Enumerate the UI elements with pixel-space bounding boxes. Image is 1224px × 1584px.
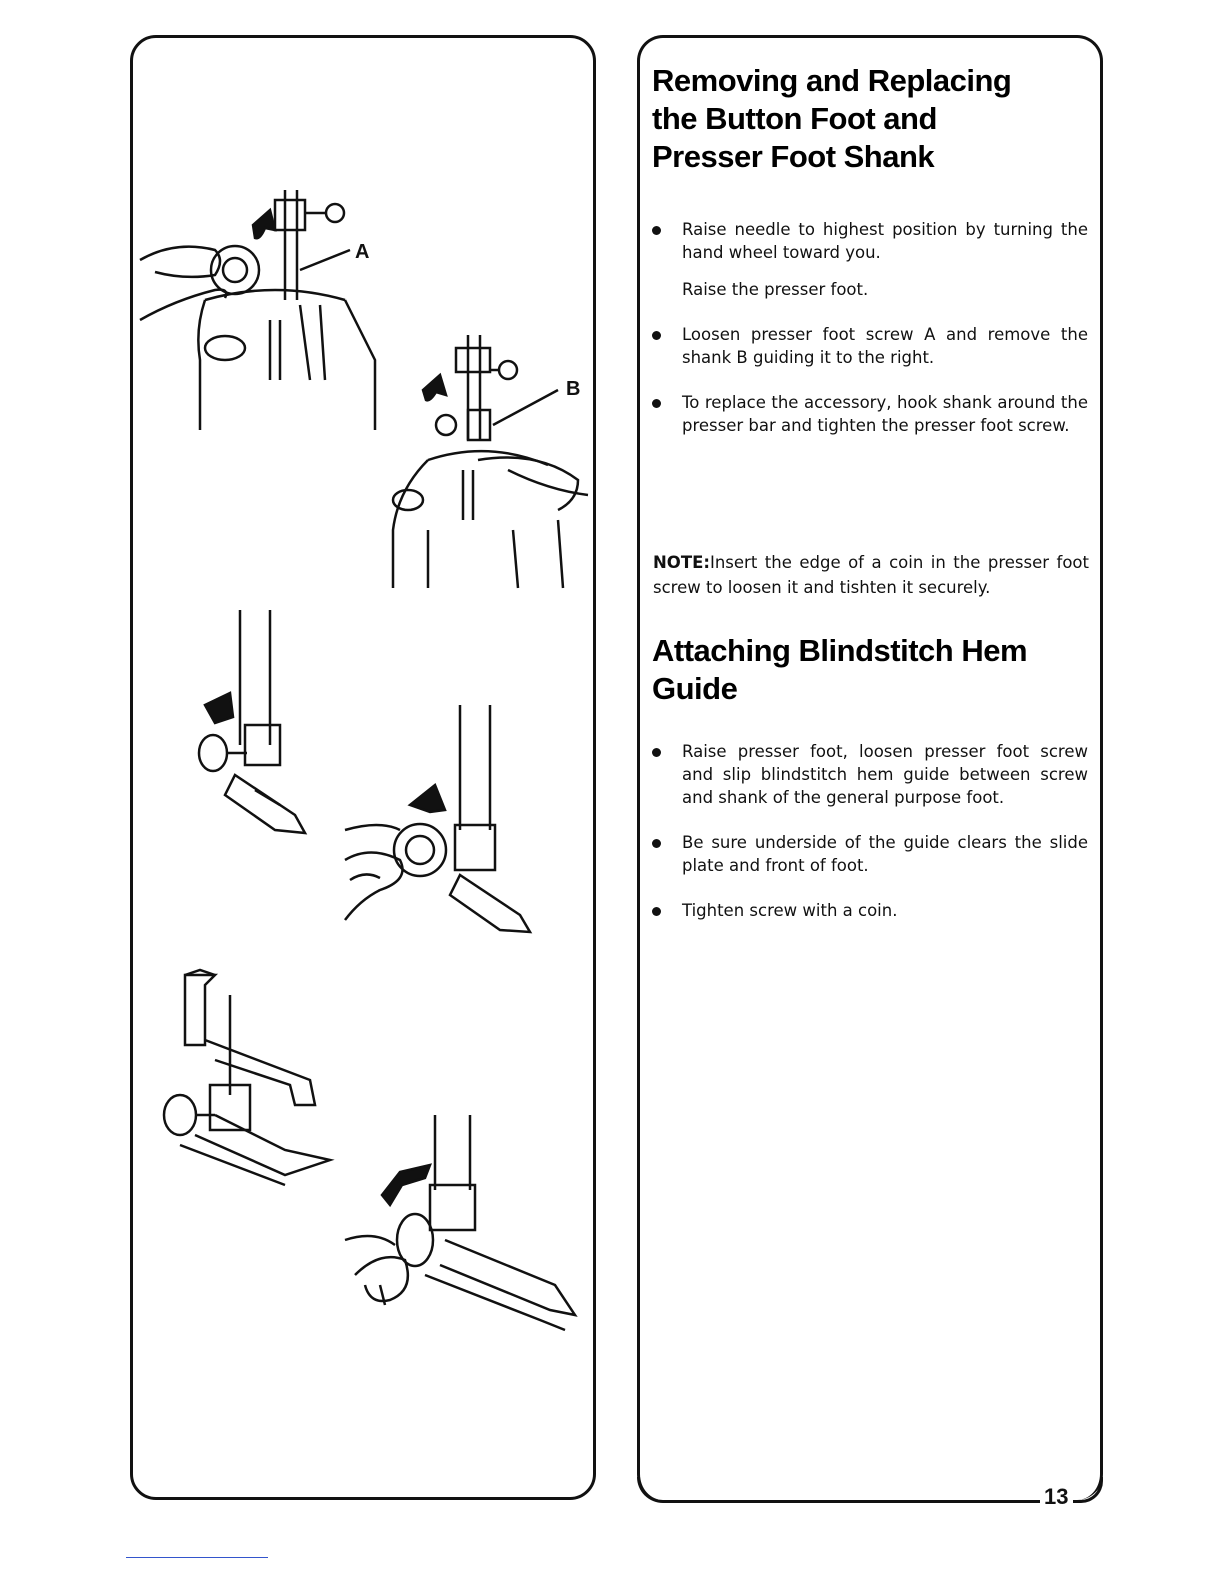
- title-line: the Button Foot and: [652, 101, 937, 136]
- section-title-blindstitch: [652, 632, 1027, 708]
- note-text: Insert the edge of a coin in the presser foot screw to loosen it and tishten it securely.: [653, 552, 1089, 597]
- label-b: B: [566, 378, 581, 400]
- list-item: [648, 740, 1088, 809]
- title-line: Guide: [652, 671, 738, 706]
- list-item-text: To replace the accessory, hook shank around the presser bar and tighten the presser foot screw.: [682, 393, 1088, 435]
- list-item-text: Tighten screw with a coin.: [682, 901, 898, 920]
- illustration-loosen-screw-a: [135, 180, 385, 440]
- illustration-tighten-with-coin: [340, 700, 535, 935]
- note-label: NOTE:: [653, 552, 710, 572]
- list-item-text: Be sure underside of the guide clears the slide plate and front of foot.: [682, 833, 1088, 875]
- list-item: [648, 278, 1088, 301]
- bullet-icon: [652, 839, 661, 848]
- bullet-icon: [652, 226, 661, 235]
- list-item-text: Raise presser foot, loosen presser foot screw and slip blindstitch hem guide between screw and shank of the general purpose foot.: [682, 742, 1088, 807]
- title-line: Presser Foot Shank: [652, 139, 935, 174]
- title-line: Attaching Blindstitch Hem: [652, 633, 1028, 668]
- section-title-removing-replacing: [652, 62, 1011, 176]
- illustration-blindstitch-guide: [155, 965, 335, 1190]
- list-item: [648, 899, 1088, 922]
- list-item-text: Loosen presser foot screw A and remove the shank B guiding it to the right.: [682, 325, 1088, 367]
- list-item: [648, 391, 1088, 437]
- list-item-text: Raise the presser foot.: [682, 280, 869, 299]
- page-number: 13: [1040, 1484, 1072, 1510]
- illustration-foot-screw: [185, 605, 320, 840]
- list-item: [648, 831, 1088, 877]
- bullet-icon: [652, 331, 661, 340]
- title-line: Removing and Replacing: [652, 63, 1012, 98]
- list-item-text: Raise needle to highest position by turning the hand wheel toward you.: [682, 220, 1088, 262]
- bullet-icon: [652, 399, 661, 408]
- bullet-icon: [652, 748, 661, 757]
- blindstitch-steps-list: [648, 740, 1088, 944]
- illustration-remove-shank-b: [378, 330, 593, 592]
- label-a: A: [355, 241, 370, 263]
- footer-rule: [126, 1557, 268, 1558]
- bullet-icon: [652, 907, 661, 916]
- list-item: [648, 323, 1088, 369]
- removing-steps-list: [648, 218, 1088, 459]
- list-item: [648, 218, 1088, 264]
- illustration-attach-guide: [340, 1110, 585, 1335]
- note: [653, 550, 1089, 600]
